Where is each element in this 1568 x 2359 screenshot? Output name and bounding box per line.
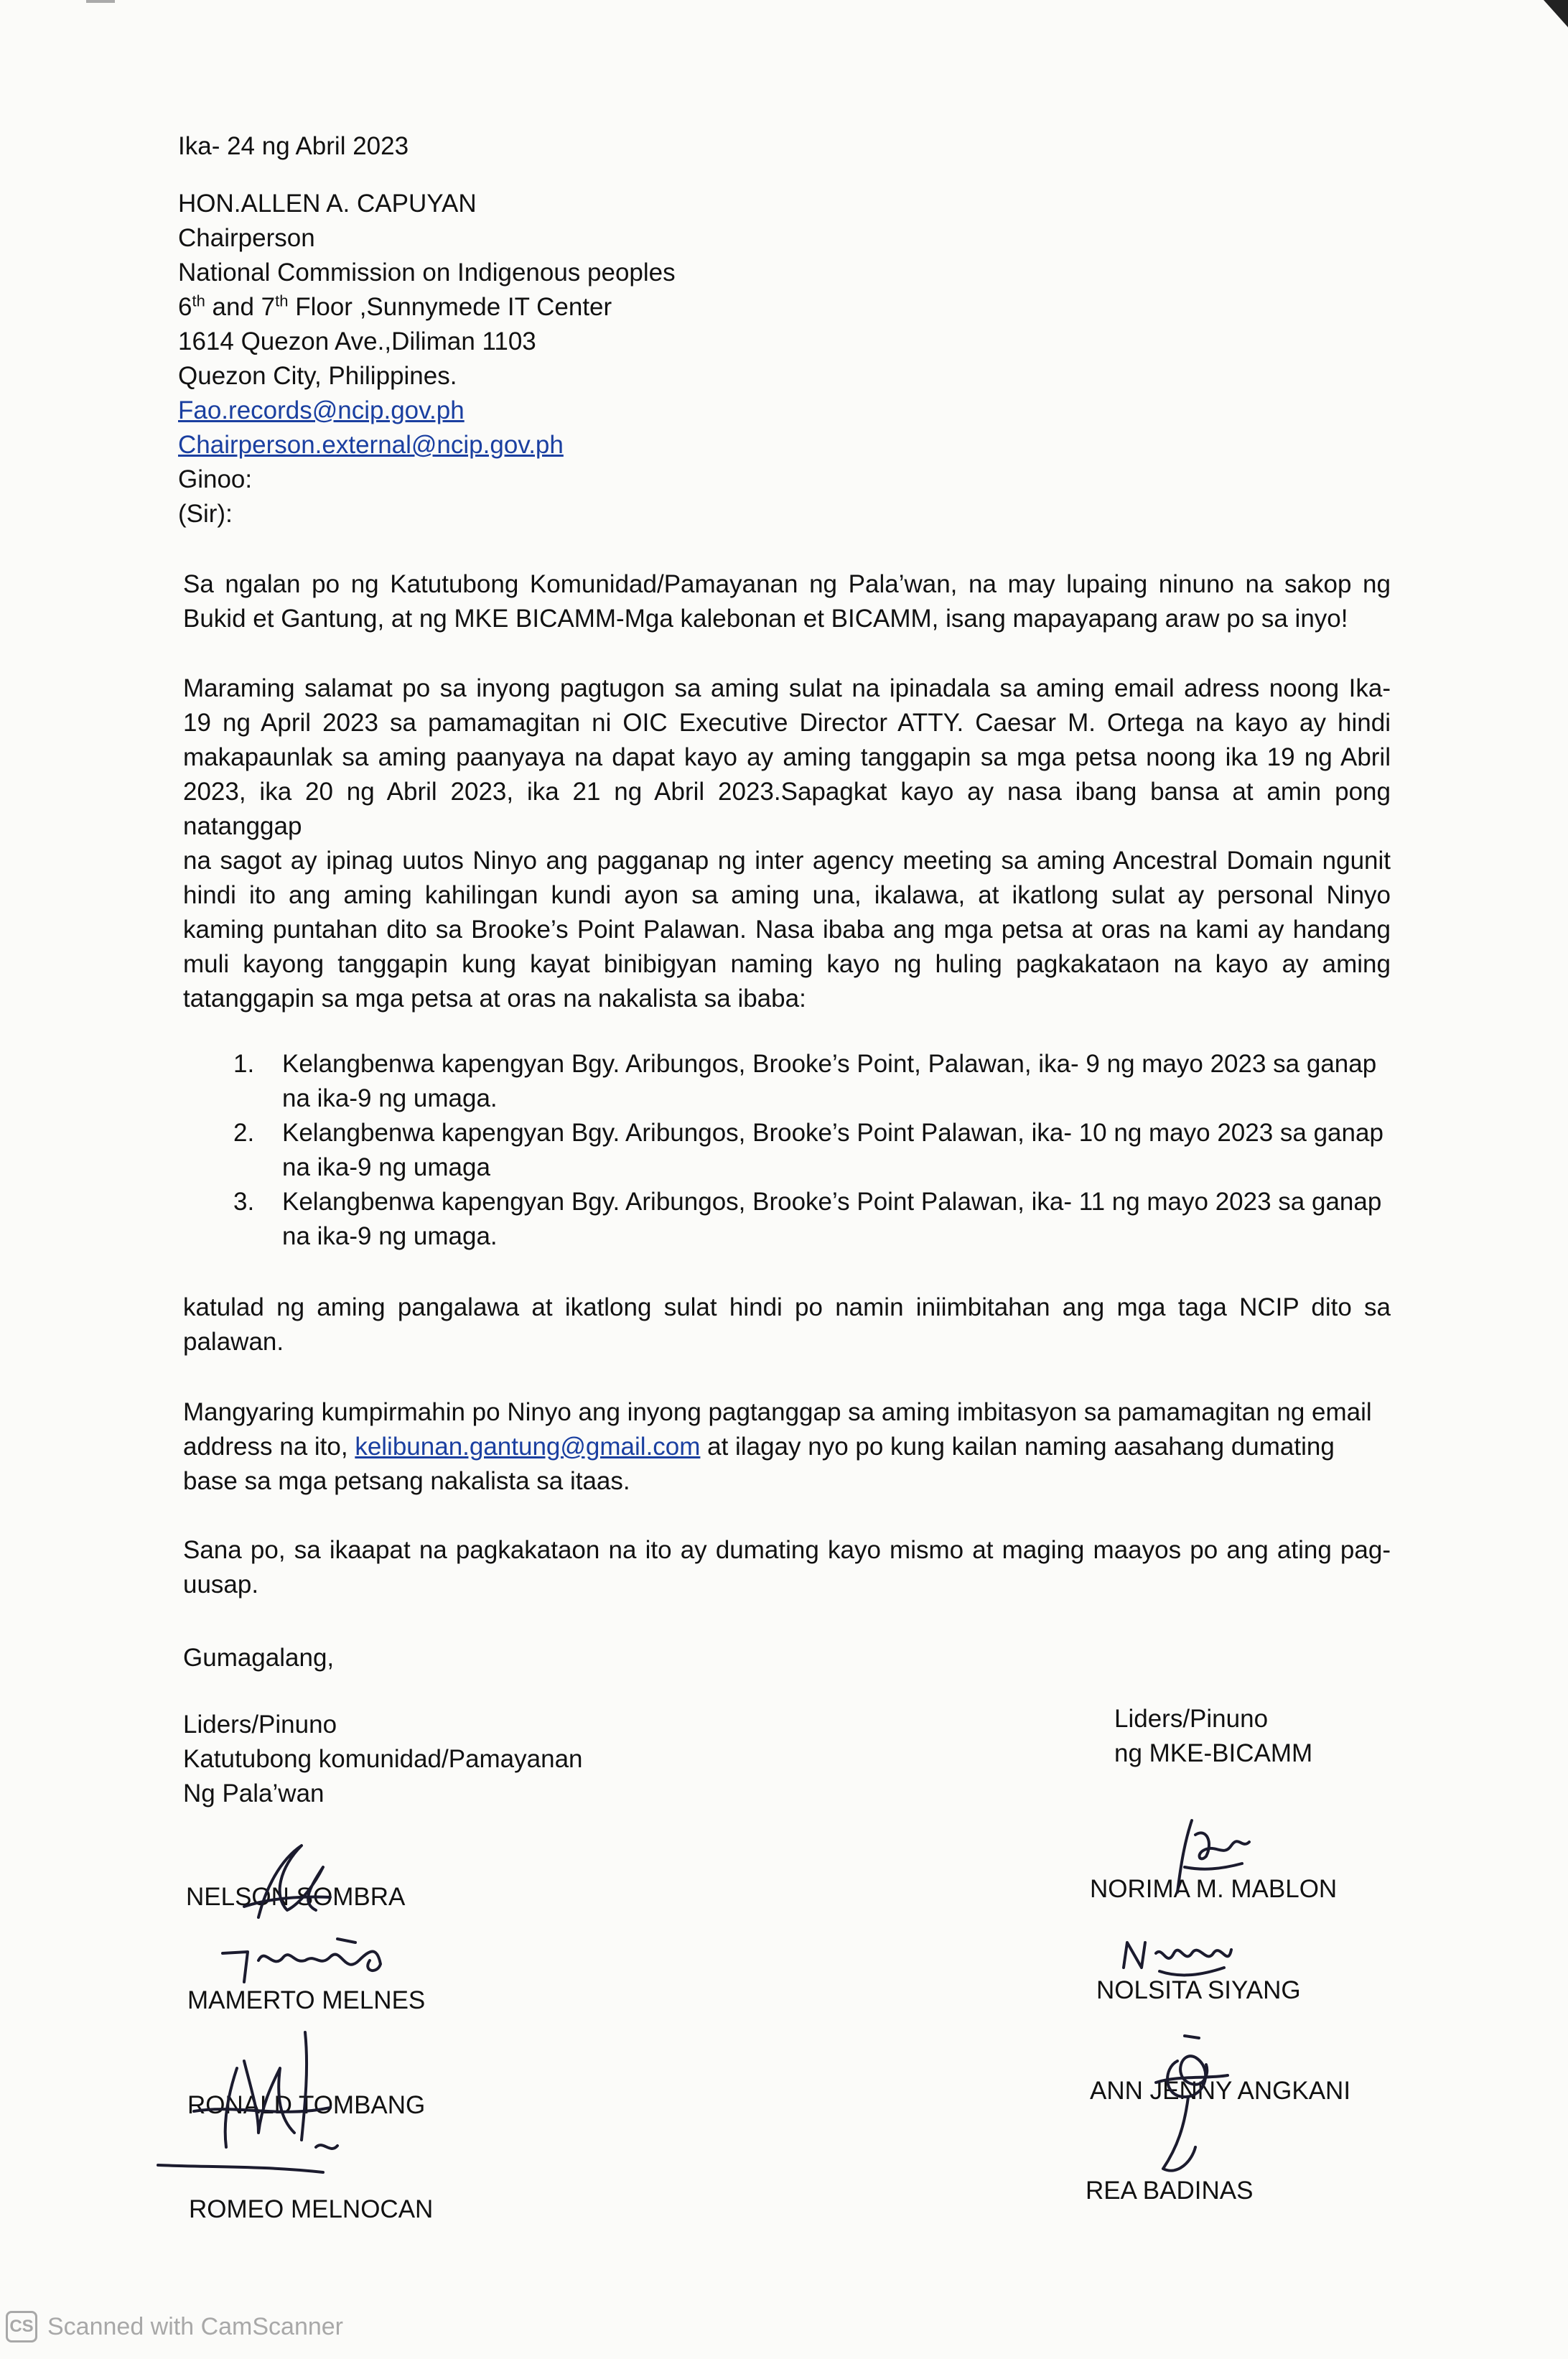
paragraph-line: hindi ito ang aming kahilingan kundi ayon sa aming una, ikalawa, at ikatlong sulat ay personal Ninyo (183, 881, 1391, 909)
paragraph-text: address na ito, (183, 1433, 355, 1461)
signature-nelson-sombra (215, 1838, 359, 1925)
paragraph-line: 19 ng April 2023 sa pamamagitan ni OIC Executive Director ATTY. Caesar M. Ortega na kayo ay hindi (183, 709, 1391, 737)
list-item-number: 3. (233, 1188, 255, 1216)
paragraph-line: kaming puntahan dito sa Brooke’s Point Palawan. Nasa ibaba ang mga petsa at oras na kami ay handang (183, 916, 1391, 944)
list-item (219, 1185, 1396, 1254)
paragraph-line: Maraming salamat po sa inyong pagtugon sa aming sulat na ipinadala sa aming email adress noong Ika- (183, 674, 1391, 702)
paragraph-line: palawan. (183, 1328, 284, 1356)
camscanner-logo-icon: CS (6, 2311, 37, 2342)
paragraph-line: base sa mga petsang nakalista sa itaas. (183, 1467, 630, 1495)
right-group-header (1114, 1702, 1312, 1771)
paragraph-no-invitation (183, 1290, 1391, 1359)
signatory-name: REA BADINAS (1086, 2177, 1254, 2205)
paragraph-line: katulad ng aming pangalawa at ikatlong sulat hindi po namin iniimbitahan ang mga taga NCIP dito sa (183, 1293, 1391, 1321)
list-item-line: na ika-9 ng umaga. (282, 1084, 498, 1112)
paragraph-line: Sa ngalan po ng Katutubong Komunidad/Pamayanan ng Pala’wan, na may lupaing ninuno na sakop ng (183, 570, 1391, 598)
left-group-header (183, 1708, 583, 1811)
dates-list (219, 1047, 1396, 1254)
signatory-name: NELSON SOMBRA (186, 1883, 406, 1911)
paragraph-line: Mangyaring kumpirmahin po Ninyo ang inyong pagtanggap sa aming imbitasyon sa pamamagitan ng email (183, 1398, 1372, 1426)
list-item-line: na ika-9 ng umaga. (282, 1222, 498, 1250)
group-title: Liders/Pinuno (183, 1711, 337, 1739)
list-item-line: na ika-9 ng umaga (282, 1153, 490, 1181)
recipient-email-link-2[interactable]: Chairperson.external@ncip.gov.ph (178, 431, 564, 459)
scan-artifact-top-left (86, 0, 115, 7)
signatory-name: NOLSITA SIYANG (1096, 1976, 1301, 2004)
signatory-name: ANN JENNY ANGKANI (1090, 2077, 1351, 2105)
paragraph-line: muli kayong tanggapin kung kayat binibigyan naming kayo ng huling pagkakataon na kayo ay aming (183, 950, 1391, 978)
paragraph-hope (183, 1533, 1391, 1602)
paragraph-line-with-email (183, 1430, 1391, 1464)
paragraph-line: makapaunlak sa aming paanyaya na dapat kayo ay aming tanggapin sa mga petsa noong ika 19 ng Abril (183, 743, 1391, 771)
list-item (219, 1116, 1396, 1185)
paragraph-line: uusap. (183, 1571, 259, 1599)
recipient-block (178, 187, 676, 531)
recipient-city: Quezon City, Philippines. (178, 362, 457, 390)
list-item-line: Kelangbenwa kapengyan Bgy. Aribungos, Brooke’s Point Palawan, ika- 10 ng mayo 2023 sa ganap (282, 1119, 1383, 1147)
paragraph-line: Sana po, sa ikaapat na pagkakataon na ito ay dumating kayo mismo at maging maayos po ang ating pag- (183, 1536, 1391, 1564)
group-community: Katutubong komunidad/Pamayanan (183, 1745, 583, 1773)
signature-ann-jenny-angkani (1134, 2032, 1242, 2183)
group-community: Ng Pala’wan (183, 1779, 325, 1807)
signatory-name: RONALD TOMBANG (187, 2091, 426, 2119)
salutation: Ginoo: (178, 465, 253, 493)
watermark-text: Scanned with CamScanner (47, 2312, 344, 2340)
signature-nolsita-siyang (1116, 1932, 1238, 1989)
scan-artifact-top-right (1529, 0, 1568, 29)
signature-norima-mablon (1163, 1813, 1256, 1899)
paragraph-thanks (183, 671, 1391, 1016)
recipient-email-link-1[interactable]: Fao.records@ncip.gov.ph (178, 396, 465, 424)
group-community: ng MKE-BICAMM (1114, 1739, 1313, 1767)
list-item-line: Kelangbenwa kapengyan Bgy. Aribungos, Brooke’s Point, Palawan, ika- 9 ng mayo 2023 sa ganap (282, 1050, 1377, 1078)
signatory-name: MAMERTO MELNES (187, 1986, 426, 2014)
list-item-number: 2. (233, 1119, 255, 1147)
paragraph-line: na sagot ay ipinag uutos Ninyo ang pagganap ng inter agency meeting sa aming Ancestral Domain ngunit (183, 847, 1391, 875)
paragraph-text: at ilagay nyo po kung kailan naming aasahang dumating (700, 1433, 1335, 1461)
contact-email-link[interactable]: kelibunan.gantung@gmail.com (355, 1433, 701, 1461)
recipient-organization: National Commission on Indigenous peoples (178, 259, 676, 287)
signature-mamerto-melnes (215, 1932, 402, 1989)
list-item-line: Kelangbenwa kapengyan Bgy. Aribungos, Brooke’s Point Palawan, ika- 11 ng mayo 2023 sa ganap (282, 1188, 1382, 1216)
group-title: Liders/Pinuno (1114, 1705, 1269, 1733)
paragraph-line: 2023, ika 20 ng Abril 2023, ika 21 ng Abril 2023.Sapagkat kayo ay nasa ibang bansa at amin pong natanggap (183, 778, 1391, 840)
letter-date: Ika- 24 ng Abril 2023 (178, 132, 409, 160)
signatory-name: NORIMA M. MABLON (1090, 1875, 1338, 1903)
paragraph-confirm (183, 1395, 1391, 1499)
paragraph-line: tatanggapin sa mga petsa at oras na nakalista sa ibaba: (183, 985, 806, 1013)
recipient-street: 1614 Quezon Ave.,Diliman 1103 (178, 327, 536, 355)
paragraph-line: Bukid et Gantung, at ng MKE BICAMM-Mga kalebonan et BICAMM, isang mapayapang araw po sa inyo! (183, 605, 1348, 633)
recipient-position: Chairperson (178, 224, 315, 252)
signature-ronald-tombang (151, 2025, 388, 2183)
camscanner-watermark (6, 2311, 343, 2342)
paragraph-greeting (183, 567, 1391, 636)
list-item (219, 1047, 1396, 1116)
salutation-english: (Sir): (178, 500, 233, 528)
closing: Gumagalang, (183, 1644, 335, 1672)
signatory-name: ROMEO MELNOCAN (189, 2195, 434, 2223)
recipient-name: HON.ALLEN A. CAPUYAN (178, 190, 477, 218)
list-item-number: 1. (233, 1050, 255, 1078)
recipient-floor: 6th and 7th Floor ,Sunnymede IT Center (178, 292, 612, 321)
